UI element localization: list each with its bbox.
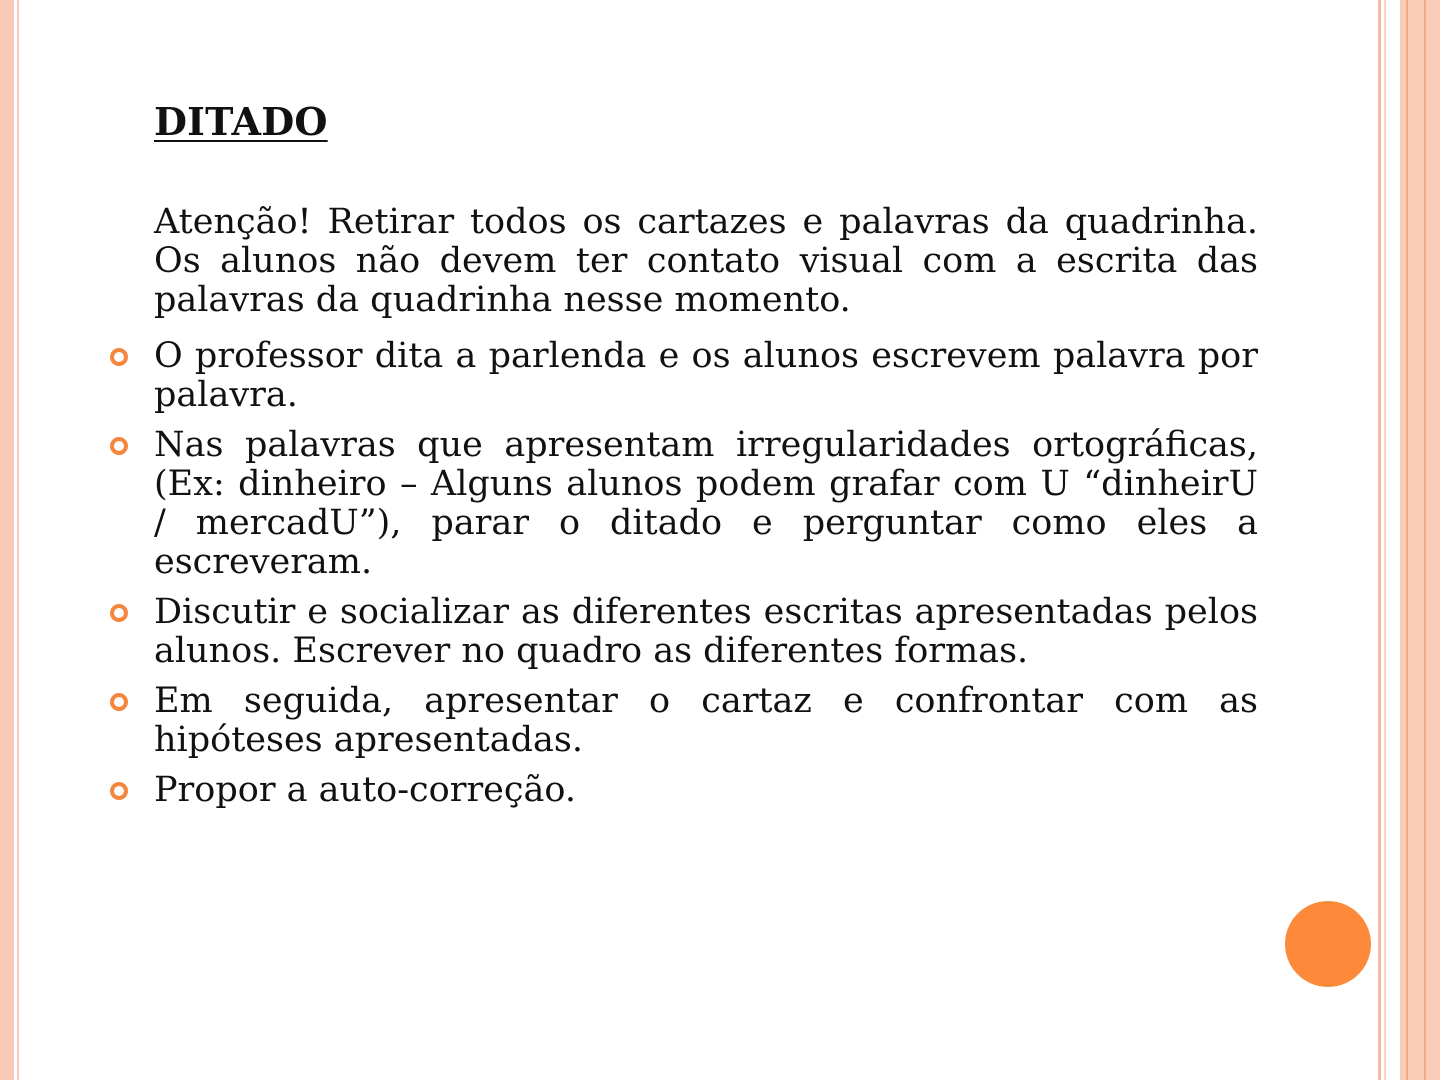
ring-bullet-icon (110, 693, 128, 711)
right-border-block (1400, 0, 1440, 1080)
bullet-list (154, 337, 1258, 810)
list-item (154, 426, 1258, 582)
ring-bullet-icon (110, 437, 128, 455)
ring-bullet-icon (110, 782, 128, 800)
right-border-decoration (1378, 0, 1440, 1080)
ring-bullet-icon (110, 604, 128, 622)
list-item-text: Nas palavras que apresentam irregularidades ortográficas, (Ex: dinheiro – Alguns alunos podem grafar com U “dinheirU / mercadU”), parar o ditado e perguntar como eles a escreveram. (154, 425, 1258, 582)
list-item (154, 771, 1258, 810)
slide-content (154, 100, 1258, 821)
ring-bullet-icon (110, 348, 128, 366)
list-item (154, 682, 1258, 760)
list-item-text: Em seguida, apresentar o cartaz e confrontar com as hipóteses apresentadas. (154, 681, 1258, 760)
slide-title: DITADO (154, 99, 328, 144)
intro-paragraph: Atenção! Retirar todos os cartazes e palavras da quadrinha. Os alunos não devem ter contato visual com a escrita das palavras da quadrinha nesse momento. (154, 202, 1258, 320)
right-border-line (1384, 0, 1386, 1080)
list-item-text: O professor dita a parlenda e os alunos escrevem palavra por palavra. (154, 336, 1258, 415)
list-item-text: Discutir e socializar as diferentes escritas apresentadas pelos alunos. Escrever no quadro as diferentes formas. (154, 592, 1258, 671)
list-item-text: Propor a auto-correção. (154, 770, 576, 810)
right-border-line (1378, 0, 1381, 1080)
decorative-circle-icon (1285, 901, 1371, 987)
left-border-decoration (0, 0, 14, 1080)
list-item (154, 337, 1258, 415)
list-item (154, 593, 1258, 671)
